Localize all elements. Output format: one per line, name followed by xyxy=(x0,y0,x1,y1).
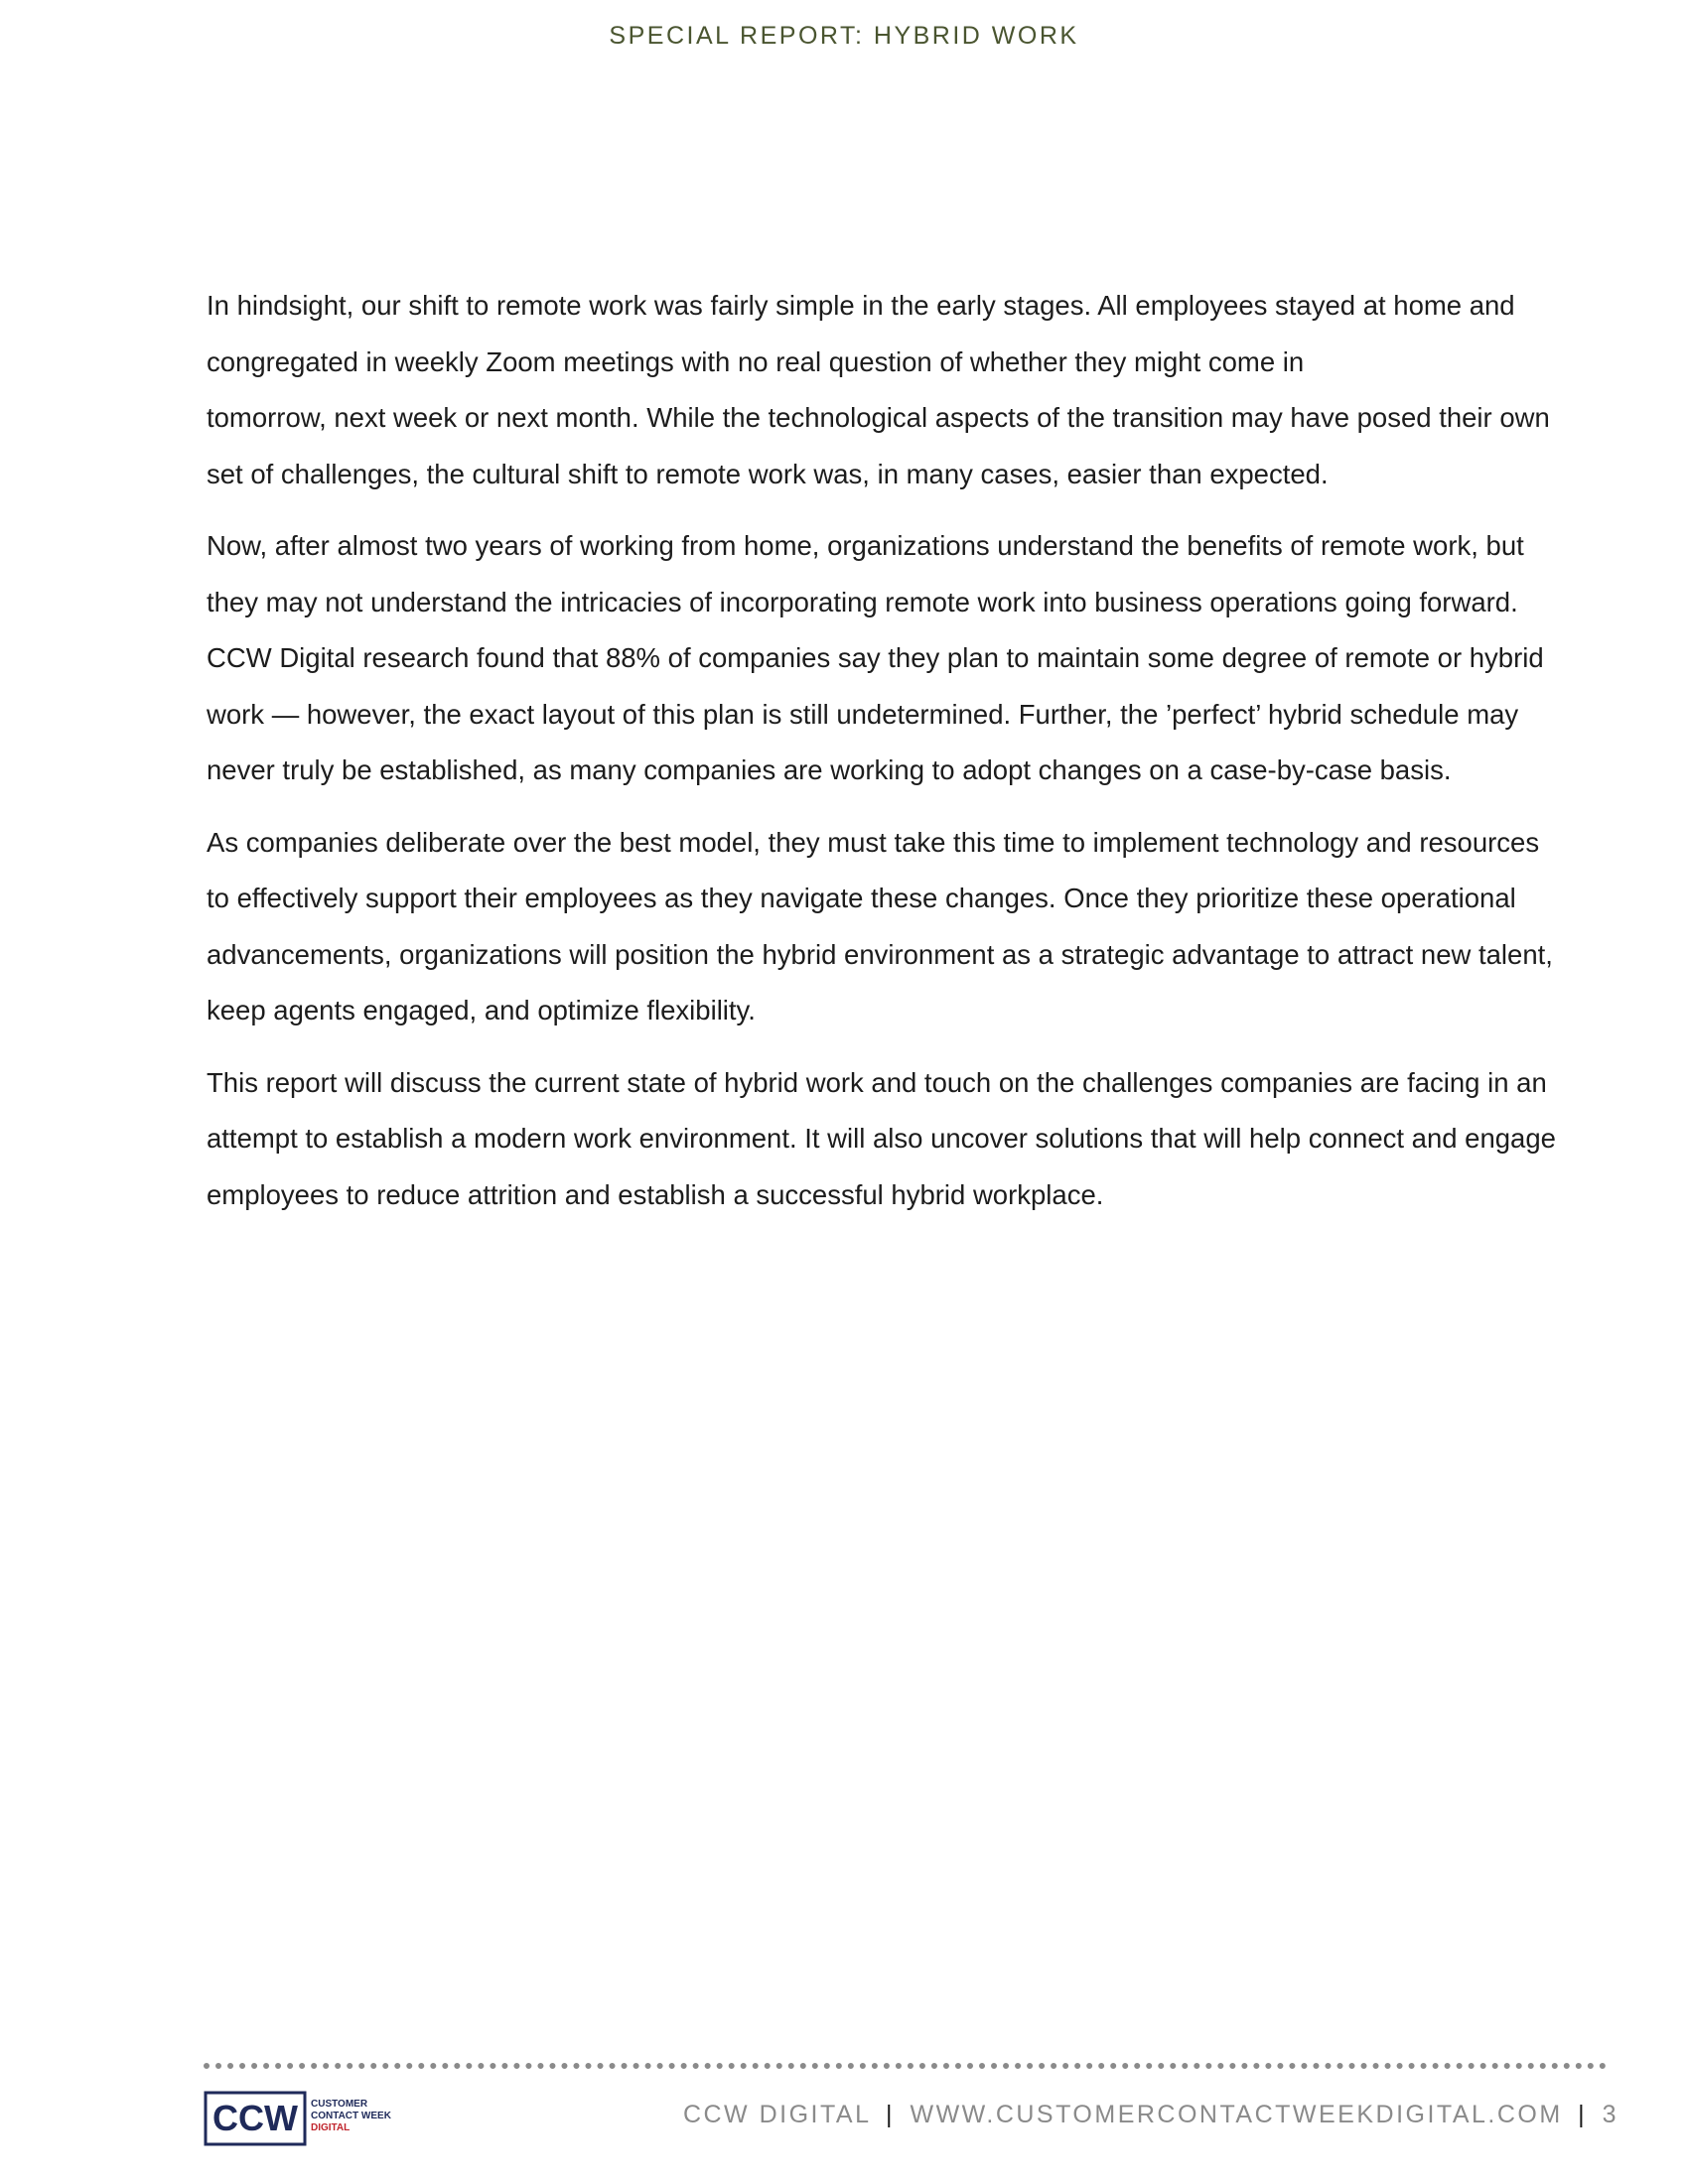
text-line: they may not understand the intricacies of incorporating remote work into business operations going forward. xyxy=(207,586,1518,617)
ccw-digital-logo xyxy=(204,2091,402,2146)
footer-brand: CCW DIGITAL xyxy=(682,2101,871,2128)
page-number: 3 xyxy=(1602,2101,1618,2128)
footer-dotted-divider xyxy=(204,2063,1607,2069)
logo-line-customer: CUSTOMER xyxy=(311,2099,368,2110)
text-line: As companies deliberate over the best model, they must take this time to implement technology and resources xyxy=(207,826,1540,858)
footer-url-link[interactable]: WWW.CUSTOMERCONTACTWEEKDIGITAL.COM xyxy=(910,2101,1563,2128)
logo-line-digital: DIGITAL xyxy=(311,2122,351,2133)
report-body xyxy=(207,278,1592,1239)
paragraph-1 xyxy=(207,278,1592,502)
footer-info xyxy=(683,2101,1618,2129)
text-line: keep agents engaged, and optimize flexibility. xyxy=(207,995,756,1025)
text-line: attempt to establish a modern work environment. It will also uncover solutions that will help connect and engage xyxy=(207,1123,1556,1154)
text-line: Now, after almost two years of working from home, organizations understand the benefits of remote work, but xyxy=(207,530,1524,561)
text-line: advancements, organizations will position the hybrid environment as a strategic advantage to attract new talent, xyxy=(207,938,1553,970)
logo-mark: CCW xyxy=(212,2098,298,2138)
text-line: work — however, the exact layout of this plan is still undetermined. Further, the ’perfect’ hybrid schedule may xyxy=(207,698,1519,730)
text-line: employees to reduce attrition and establish a successful hybrid workplace. xyxy=(207,1178,1104,1210)
text-line: to effectively support their employees as they navigate these changes. Once they prioritize these operational xyxy=(207,883,1516,913)
text-line: congregated in weekly Zoom meetings with no real question of whether they might come in xyxy=(207,345,1305,377)
footer-separator: | xyxy=(886,2101,896,2128)
text-line: CCW Digital research found that 88% of companies say they plan to maintain some degree of remote or hybrid xyxy=(207,642,1544,673)
paragraph-3 xyxy=(207,815,1592,1039)
running-header-title: SPECIAL REPORT: HYBRID WORK xyxy=(609,22,1079,50)
text-line: In hindsight, our shift to remote work was fairly simple in the early stages. All employees stayed at home and xyxy=(207,290,1515,321)
text-line: set of challenges, the cultural shift to remote work was, in many cases, easier than expected. xyxy=(207,458,1329,489)
logo-line-contact-week: CONTACT WEEK xyxy=(311,2111,391,2121)
footer-separator: | xyxy=(1578,2101,1588,2128)
paragraph-4 xyxy=(207,1055,1592,1224)
text-line: tomorrow, next week or next month. While the technological aspects of the transition may have posed their own xyxy=(207,402,1550,433)
text-line: never truly be established, as many companies are working to adopt changes on a case-by-case basis. xyxy=(207,754,1452,785)
paragraph-2 xyxy=(207,518,1592,799)
text-line: This report will discuss the current state of hybrid work and touch on the challenges companies are facing in an xyxy=(207,1066,1547,1098)
